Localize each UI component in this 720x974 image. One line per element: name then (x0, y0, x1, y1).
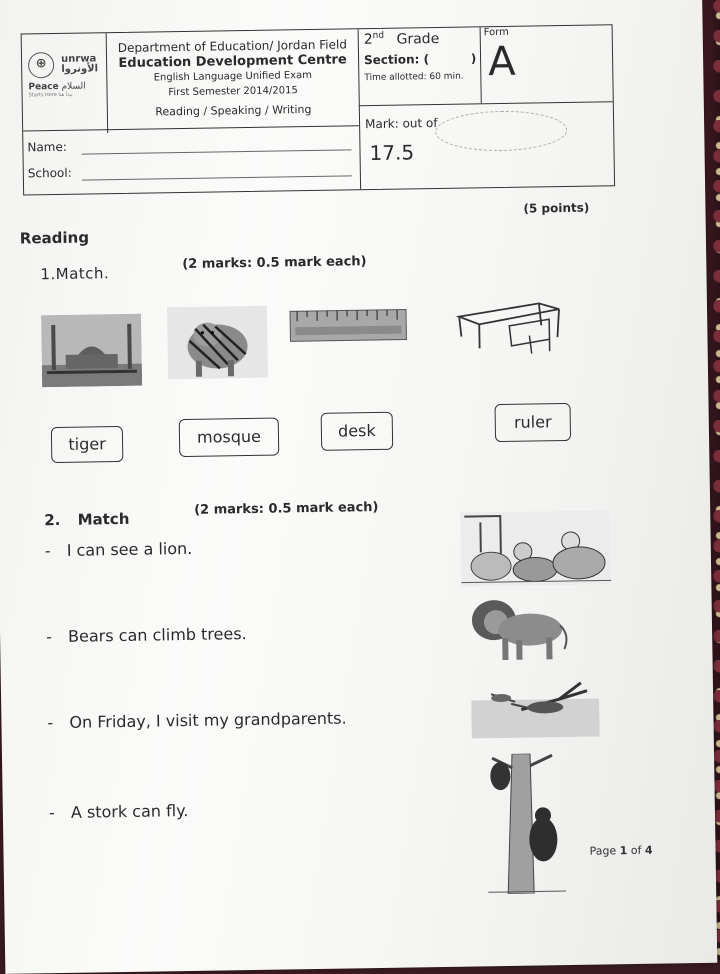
sentence-2-text: Bears can climb trees. (68, 624, 247, 646)
skills: Reading / Speaking / Writing (111, 101, 356, 120)
mark-label: Mark: out of (365, 116, 438, 131)
ruler-picture (289, 305, 408, 345)
sentence-3 (47, 708, 346, 732)
form-label: Form (484, 27, 509, 38)
name-label: Name: (27, 140, 67, 155)
grade-suffix: nd (373, 31, 385, 41)
grade-word: Grade (396, 31, 439, 48)
centre-name: Education Development Centre (110, 52, 355, 71)
page-current: 1 (620, 844, 628, 857)
sentence-4-dash: - (49, 803, 71, 822)
logo-tag: Starts Here (29, 92, 57, 98)
department-name: Department of Education/ Jordan Field (110, 37, 355, 56)
question-1-title: 1.Match. (40, 264, 109, 283)
question-2-title (44, 510, 129, 529)
sentence-2 (46, 624, 247, 646)
word-box-mosque[interactable]: mosque (179, 418, 280, 458)
unrwa-logo (28, 51, 105, 98)
family-picture (460, 510, 611, 586)
question-1-marks: (2 marks: 0.5 mark each) (182, 254, 367, 272)
sentence-3-text: On Friday, I visit my grandparents. (69, 708, 346, 731)
school-label: School: (28, 166, 72, 181)
time-allotted: Time allotted: 60 min. (364, 72, 463, 84)
word-box-ruler[interactable]: ruler (495, 403, 572, 442)
section-field: Section: ( ) (364, 51, 476, 67)
word-box-tiger[interactable]: tiger (51, 426, 124, 463)
page-number (589, 844, 652, 858)
page-total: 4 (645, 844, 653, 857)
exam-name: English Language Unified Exam (110, 67, 355, 86)
bears-tree-picture (486, 753, 566, 894)
school-line[interactable] (82, 175, 352, 180)
grade-number: 2 (364, 32, 373, 48)
sentence-2-dash: - (46, 627, 68, 646)
logo-org: unrwa (61, 53, 96, 65)
stork-picture (471, 681, 600, 739)
question-2-marks: (2 marks: 0.5 mark each) (194, 500, 379, 518)
lion-picture (466, 595, 569, 663)
form-value: A (488, 39, 516, 85)
sentence-1-text: I can see a lion. (67, 539, 193, 560)
page-prefix: Page (589, 844, 616, 857)
logo-peace-ar: السلام (61, 82, 85, 92)
page-of: of (631, 844, 642, 857)
desk-picture (449, 295, 570, 359)
mosque-picture (41, 314, 142, 388)
grade-label (364, 30, 440, 48)
points-label: (5 points) (523, 201, 589, 216)
tiger-picture (167, 306, 268, 380)
logo-tag-ar: يبدأ هنا (58, 92, 72, 98)
sentence-3-dash: - (47, 713, 69, 732)
question-2-label: Match (78, 510, 130, 529)
word-box-desk[interactable]: desk (321, 412, 394, 451)
sentence-1-dash: - (45, 541, 67, 560)
sentence-1 (45, 539, 193, 560)
exam-header-table (21, 24, 615, 195)
un-emblem-icon: ⊕ (28, 52, 54, 78)
department-block (110, 37, 356, 120)
logo-org-ar: الأونروا (61, 63, 98, 75)
question-2-number: 2. (44, 511, 60, 529)
logo-peace: Peace (28, 82, 58, 92)
sentence-4 (49, 801, 189, 822)
mark-oval-stamp (435, 110, 568, 152)
name-line[interactable] (82, 149, 352, 154)
mark-value: 17.5 (369, 140, 414, 165)
reading-title: Reading (20, 228, 89, 247)
semester: First Semester 2014/2015 (110, 82, 355, 101)
sentence-4-text: A stork can fly. (71, 801, 189, 822)
